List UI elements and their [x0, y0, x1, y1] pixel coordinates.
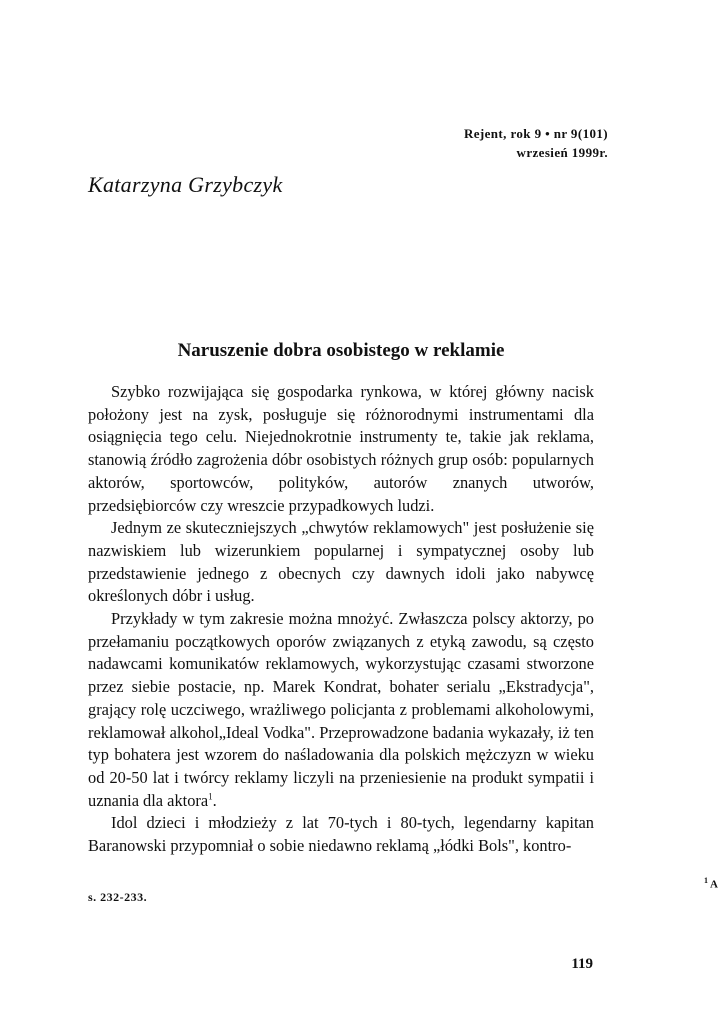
footnote-marker-number: 1	[704, 876, 708, 885]
page-number: 119	[571, 956, 593, 972]
footnote-marker-text: A	[710, 878, 718, 891]
article-body	[88, 381, 594, 858]
footnote-text: s. 232-233.	[88, 890, 148, 904]
paragraph-4: Idol dzieci i młodzieży z lat 70-tych i 80-tych, legendarny kapitan Baranowski przypomniał o sobie niedawno reklamą „łódki Bols", kontro-	[88, 813, 594, 856]
article-title: Naruszenie dobra osobistego w reklamie	[177, 340, 505, 361]
footnote-marker	[704, 876, 718, 891]
author-name: Katarzyna Grzybczyk	[88, 172, 283, 197]
paragraph-2: Jednym ze skuteczniejszych „chwytów reklamowych" jest posłużenie się nazwiskiem lub wizerunkiem popularnej i sympatycznej osoby lub przedstawienie jednego z obecnych czy dawnych idoli jako nabywcę określonych dóbr i usług.	[88, 518, 594, 606]
journal-header	[464, 124, 608, 162]
footnote-reference: 1	[208, 791, 213, 802]
journal-date: wrzesień 1999r.	[516, 145, 608, 160]
journal-issue: Rejent, rok 9 • nr 9(101)	[463, 126, 608, 141]
paragraph-3: Przykłady w tym zakresie można mnożyć. Zwłaszcza polscy aktorzy, po przełamaniu początkowych oporów związanych z etyką zawodu, są często nadawcami komunikatów reklamowych, wykorzystując czasami stworzone przez siebie postacie, np. Marek Kondrat, bohater serialu „Ekstradycja", grający rolę uczciwego, wrażliwego policjanta z problemami alkoholowymi, reklamował alkohol„Ideal Vodka". Przeprowadzone badania wykazały, iż ten typ bohatera jest wzorem do naśladowania dla polskich mężczyzn w wieku od 20-50 lat i twórcy reklamy liczyli na przeniesienie na produkt sympatii i uznania dla aktora$^1$.	[88, 609, 594, 810]
paragraph-1: Szybko rozwijająca się gospodarka rynkowa, w której główny nacisk położony jest na zysk, posługuje się różnorodnymi instrumentami dla osiągnięcia tego celu. Niejednokrotnie instrumenty te, takie jak reklama, stanowią źródło zagrożenia dóbr osobistych różnych grup osób: popularnych aktorów, sportowców, polityków, autorów znanych utworów, przedsiębiorców czy wreszcie przypadkowych ludzi.	[88, 382, 594, 515]
paragraph-3-text: Przykłady w tym zakresie można mnożyć. Zwłaszcza polscy aktorzy, po przełamaniu początkowych oporów związanych z etyką zawodu, są często nadawcami komunikatów reklamowych, wykorzystując czasami stworzone przez siebie postacie, np. Marek Kondrat, bohater serialu „Ekstradycja", grający rolę uczciwego, wrażliwego policjanta z problemami alkoholowymi, reklamował alkohol„Ideal Vodka". Przeprowadzone badania wykazały, iż ten typ bohatera jest wzorem do naśladowania dla polskich mężczyzn w wieku od 20-50 lat i twórcy reklamy liczyli na przeniesienie na produkt sympatii i uznania dla aktora	[88, 609, 594, 810]
